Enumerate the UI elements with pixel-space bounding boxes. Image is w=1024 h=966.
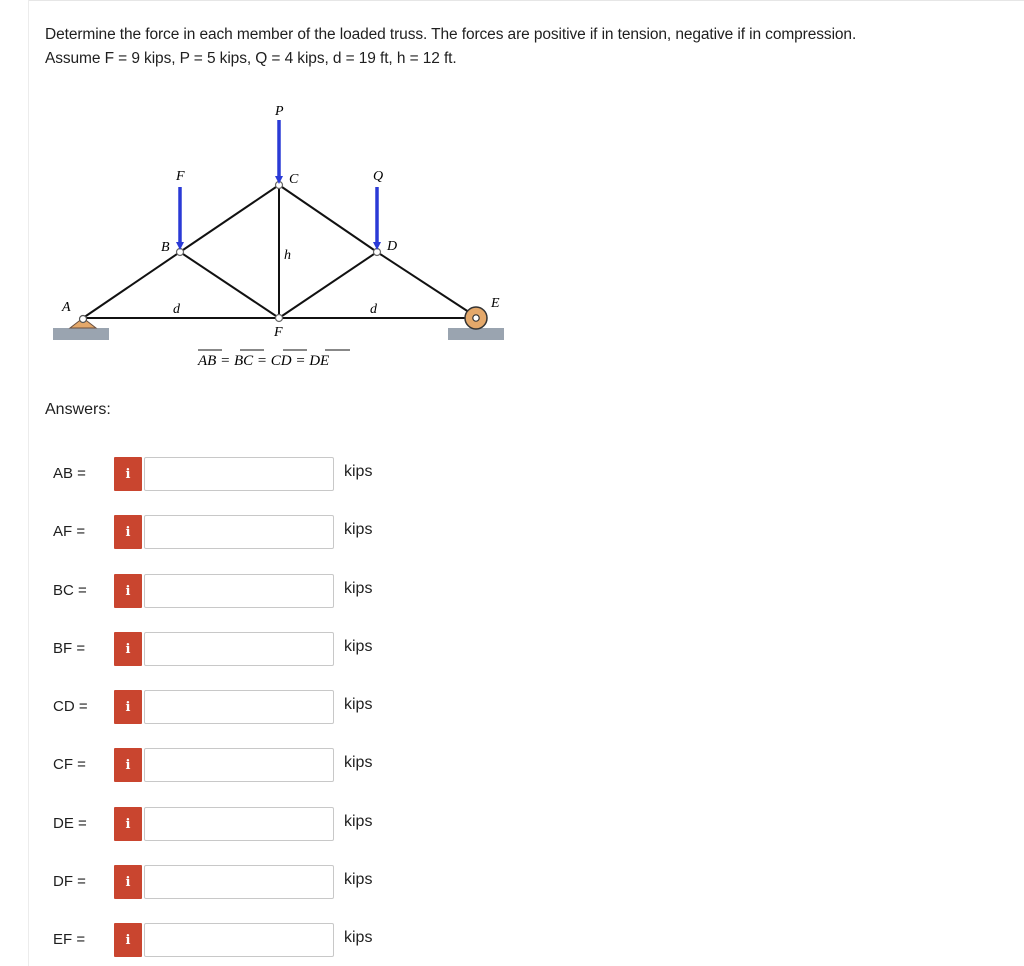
info-icon[interactable]: i xyxy=(114,632,142,666)
joint-A xyxy=(80,316,87,323)
answer-label: BF = xyxy=(53,640,86,657)
member-CD xyxy=(279,185,377,252)
label-P: P xyxy=(275,104,284,119)
answer-label: CD = xyxy=(53,698,88,715)
unit-label: kips xyxy=(344,813,373,830)
answer-label: EF = xyxy=(53,931,86,948)
label-D: D xyxy=(387,239,398,254)
answer-label: AB = xyxy=(53,465,86,482)
joint-F xyxy=(276,315,283,322)
answer-row-AB xyxy=(28,457,428,493)
unit-label: kips xyxy=(344,521,373,538)
member-BC xyxy=(180,185,279,252)
answer-row-CD xyxy=(28,690,428,726)
member-DE xyxy=(377,252,478,318)
joint-E xyxy=(473,315,479,321)
answer-input-DE[interactable] xyxy=(144,807,334,841)
answer-row-EF xyxy=(28,923,428,959)
answer-input-AB[interactable] xyxy=(144,457,334,491)
info-icon[interactable]: i xyxy=(114,457,142,491)
answer-row-DF xyxy=(28,865,428,901)
info-icon[interactable]: i xyxy=(114,807,142,841)
answer-row-CF xyxy=(28,748,428,784)
answer-input-BF[interactable] xyxy=(144,632,334,666)
joint-C xyxy=(276,182,283,189)
unit-label: kips xyxy=(344,929,373,946)
info-icon[interactable]: i xyxy=(114,574,142,608)
answer-row-DE xyxy=(28,807,428,843)
answer-input-EF[interactable] xyxy=(144,923,334,957)
label-C: C xyxy=(289,172,299,187)
label-F-load: F xyxy=(176,169,185,184)
info-icon[interactable]: i xyxy=(114,690,142,724)
answer-input-DF[interactable] xyxy=(144,865,334,899)
top-divider xyxy=(28,0,1024,5)
info-icon[interactable]: i xyxy=(114,865,142,899)
label-h: h xyxy=(284,248,291,263)
answer-input-CF[interactable] xyxy=(144,748,334,782)
support-ground-right xyxy=(448,328,504,340)
unit-label: kips xyxy=(344,871,373,888)
answer-input-BC[interactable] xyxy=(144,574,334,608)
answer-input-AF[interactable] xyxy=(144,515,334,549)
unit-label: kips xyxy=(344,580,373,597)
joint-D xyxy=(374,249,381,256)
problem-statement xyxy=(45,23,1005,71)
label-d-left: d xyxy=(173,302,180,317)
joint-B xyxy=(177,249,184,256)
label-B: B xyxy=(161,240,170,255)
answer-input-CD[interactable] xyxy=(144,690,334,724)
label-Q: Q xyxy=(373,169,384,184)
answer-row-BC xyxy=(28,574,428,610)
member-AB xyxy=(83,252,180,318)
answer-label: DF = xyxy=(53,873,86,890)
unit-label: kips xyxy=(344,463,373,480)
answer-row-BF xyxy=(28,632,428,668)
answers-heading: Answers: xyxy=(45,401,111,418)
answer-label: CF = xyxy=(53,756,86,773)
member-BF xyxy=(180,252,279,318)
answer-label: DE = xyxy=(53,815,87,832)
info-icon[interactable]: i xyxy=(114,748,142,782)
label-A: A xyxy=(62,300,71,315)
answer-label: AF = xyxy=(53,523,86,540)
answer-row-AF xyxy=(28,515,428,551)
label-E: E xyxy=(491,296,500,311)
info-icon[interactable]: i xyxy=(114,515,142,549)
unit-label: kips xyxy=(344,638,373,655)
problem-line-1: Determine the force in each member of the loaded truss. The forces are positive if in tension, negative if in compression. xyxy=(45,26,857,43)
unit-label: kips xyxy=(344,696,373,713)
label-d-right: d xyxy=(370,302,377,317)
support-ground-left xyxy=(53,328,109,340)
truss-diagram xyxy=(40,95,520,380)
equal-lengths-equation: AB = BC = CD = DE xyxy=(198,353,330,369)
member-DF xyxy=(279,252,377,318)
answer-label: BC = xyxy=(53,582,87,599)
info-icon[interactable]: i xyxy=(114,923,142,957)
label-F-node: F xyxy=(274,325,283,340)
unit-label: kips xyxy=(344,754,373,771)
problem-line-2: Assume F = 9 kips, P = 5 kips, Q = 4 kips, d = 19 ft, h = 12 ft. xyxy=(45,50,457,67)
